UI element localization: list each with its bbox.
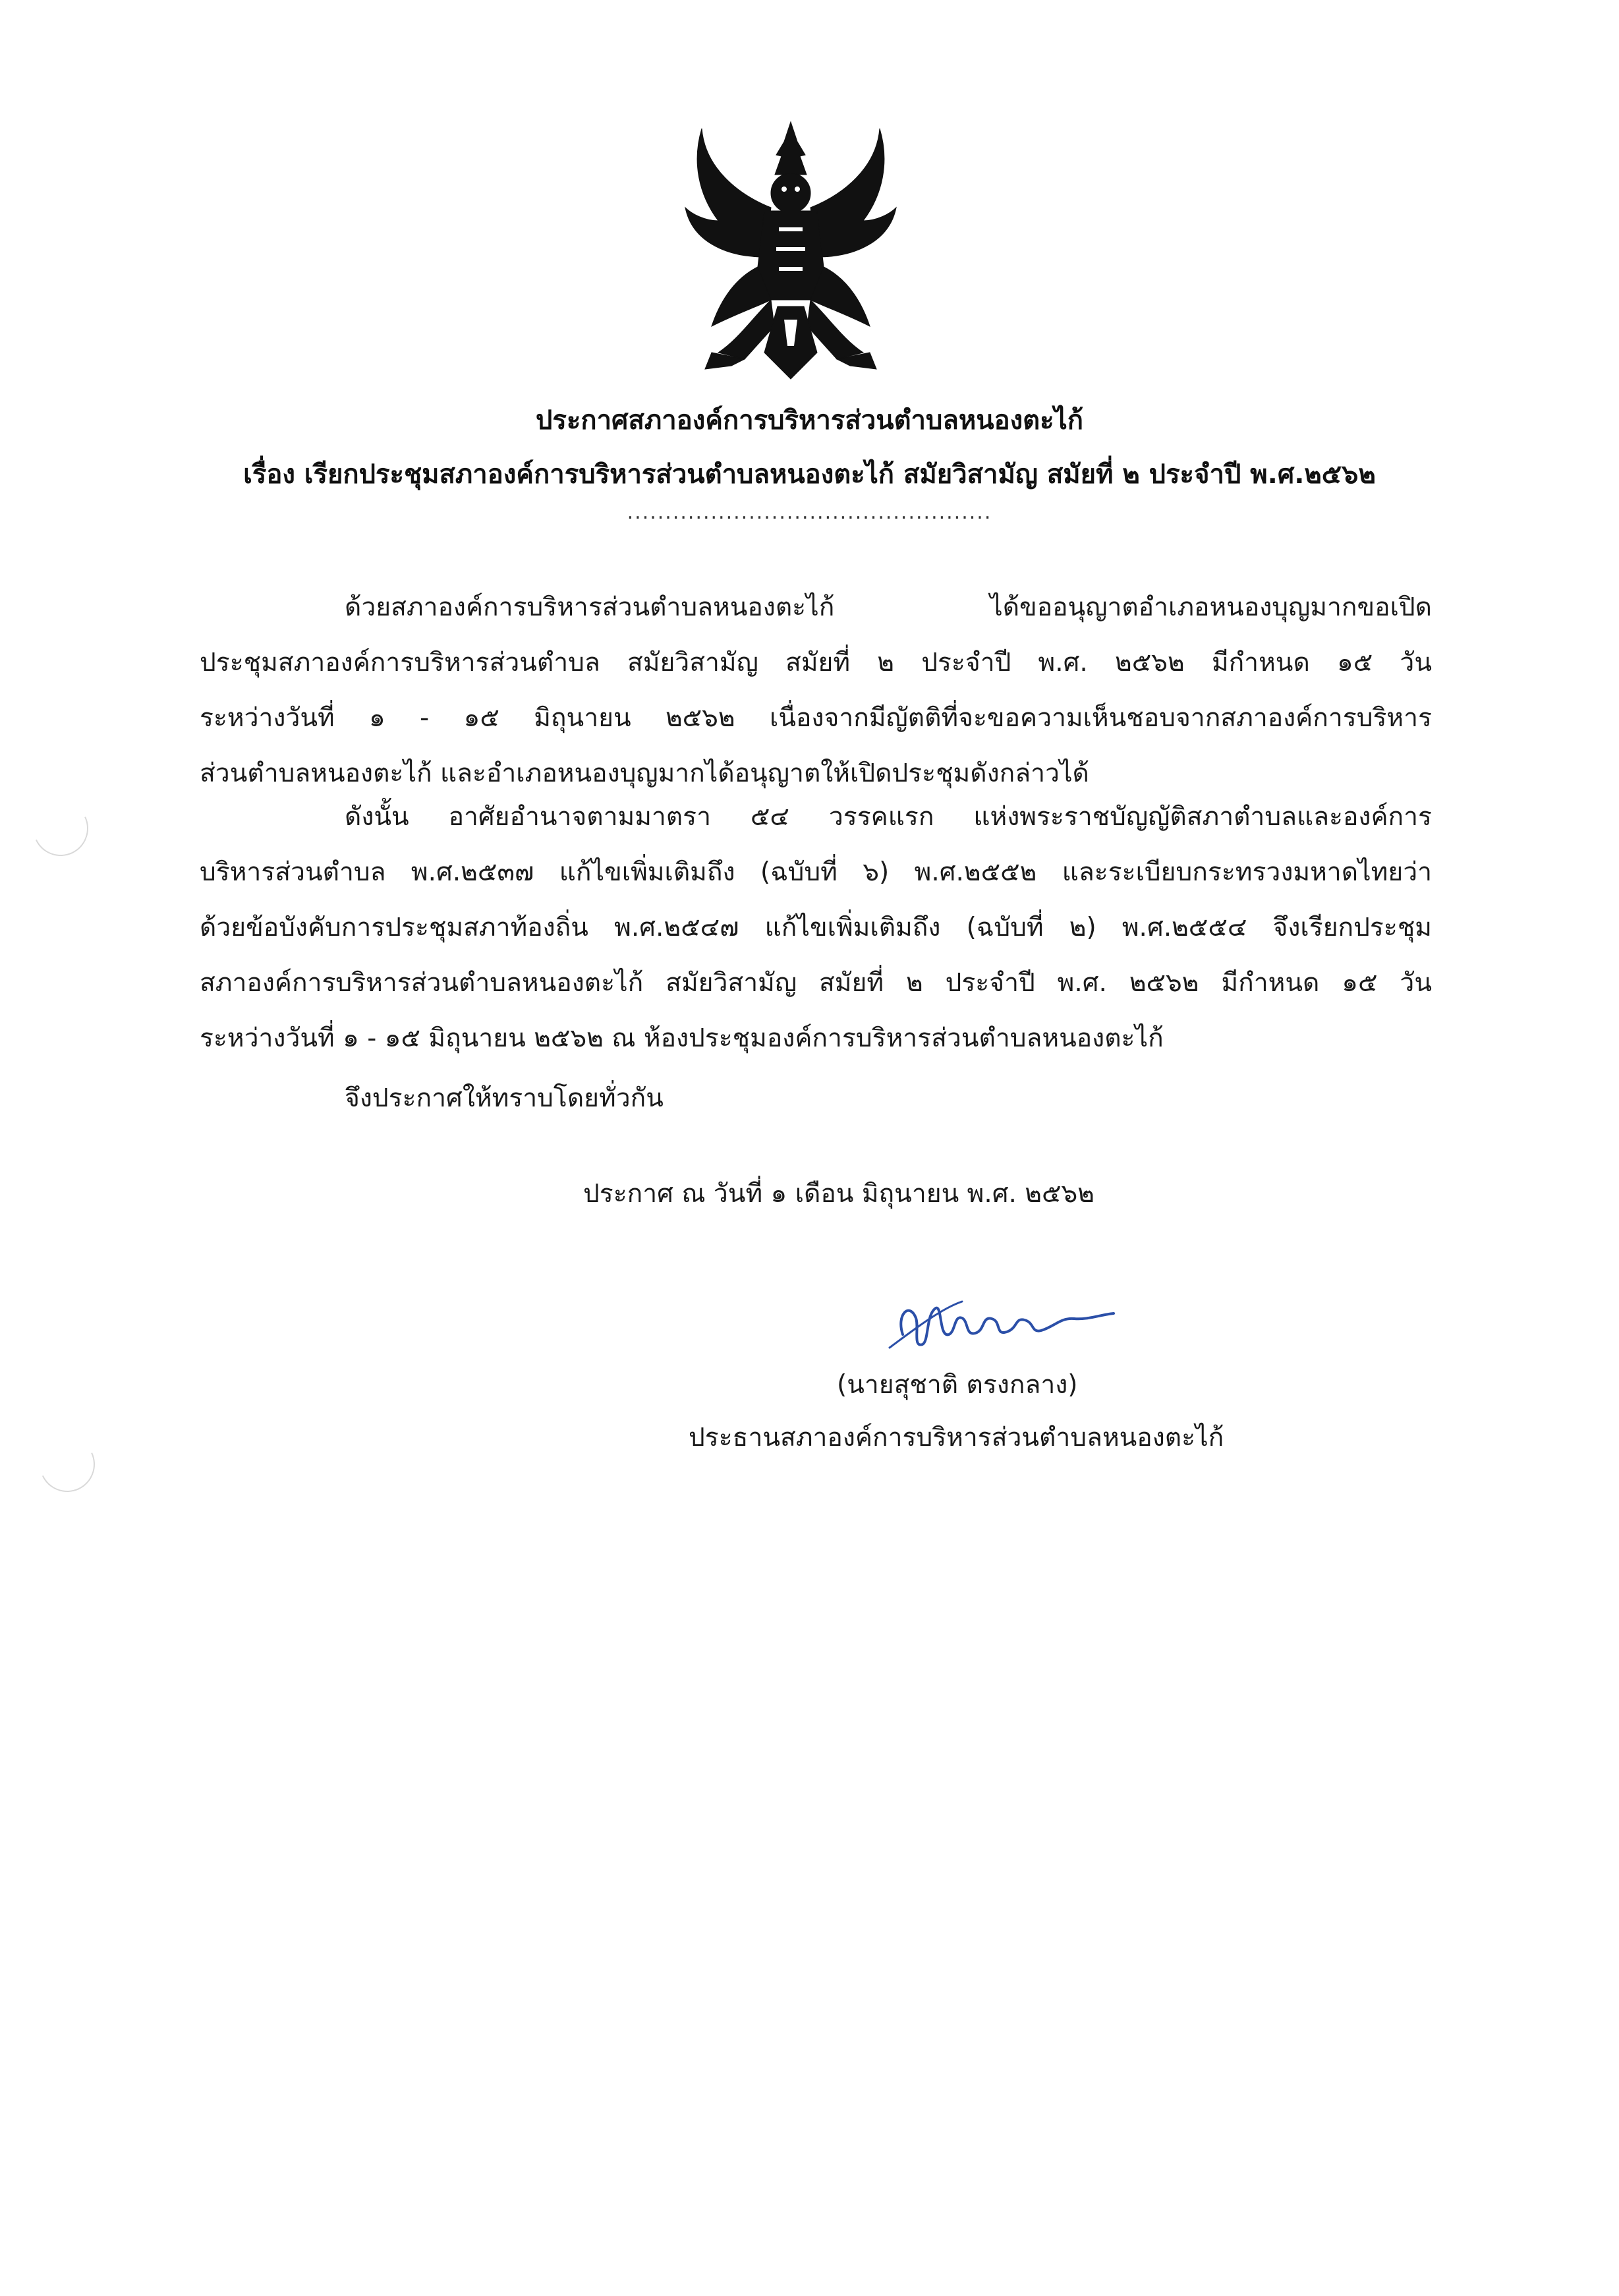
separator-dots: ................................................ bbox=[627, 501, 992, 524]
garuda-emblem-icon bbox=[666, 115, 916, 386]
punch-hole-mark bbox=[25, 793, 96, 864]
signer-name: (นายสุชาติ ตรงกลาง) bbox=[837, 1370, 1078, 1400]
paragraph-line: บริหารส่วนตำบล พ.ศ.๒๕๓๗ แก้ไขเพิ่มเติมถึง (ฉบับที่ ๖) พ.ศ.๒๕๕๒ และระเบียบกระทรวงมหาดไทยว่า bbox=[200, 857, 1432, 887]
punch-hole-mark bbox=[32, 1429, 103, 1500]
body-paragraph-2 bbox=[200, 789, 1432, 1066]
paragraph-line: ประชุมสภาองค์การบริหารส่วนตำบล สมัยวิสามัญ สมัยที่ ๒ ประจำปี พ.ศ. ๒๕๖๒ มีกำหนด ๑๕ วัน bbox=[200, 648, 1432, 677]
announcement-date: ประกาศ ณ วันที่ ๑ เดือน มิถุนายน พ.ศ. ๒๕๖๒ bbox=[583, 1179, 1094, 1209]
paragraph-line: ส่วนตำบลหนองตะไก้ และอำเภอหนองบุญมากได้อนุญาตให้เปิดประชุมดังกล่าวได้ bbox=[200, 759, 1089, 788]
paragraph-line: ระหว่างวันที่ ๑ - ๑๕ มิถุนายน ๒๕๖๒ ณ ห้องประชุมองค์การบริหารส่วนตำบลหนองตะไก้ bbox=[200, 1023, 1164, 1053]
announcement-subject: เรื่อง เรียกประชุมสภาองค์การบริหารส่วนตำบลหนองตะไก้ สมัยวิสามัญ สมัยที่ ๒ ประจำปี พ.ศ.๒๕๖๒ bbox=[243, 459, 1376, 490]
handwritten-signature-icon bbox=[876, 1288, 1127, 1361]
paragraph-line: ระหว่างวันที่ ๑ - ๑๕ มิถุนายน ๒๕๖๒ เนื่องจากมีญัตติที่จะขอความเห็นชอบจากสภาองค์การบริหาร bbox=[200, 703, 1432, 733]
paragraph-line: สภาองค์การบริหารส่วนตำบลหนองตะไก้ สมัยวิสามัญ สมัยที่ ๒ ประจำปี พ.ศ. ๒๕๖๒ มีกำหนด ๑๕ วัน bbox=[200, 968, 1432, 998]
paragraph-line: ด้วยข้อบังคับการประชุมสภาท้องถิ่น พ.ศ.๒๕๔๗ แก้ไขเพิ่มเติมถึง (ฉบับที่ ๒) พ.ศ.๒๕๕๔ จึงเรียกประชุม bbox=[200, 913, 1432, 942]
signer-position: ประธานสภาองค์การบริหารส่วนตำบลหนองตะไก้ bbox=[689, 1423, 1224, 1452]
announcement-title: ประกาศสภาองค์การบริหารส่วนตำบลหนองตะไก้ bbox=[536, 405, 1083, 436]
body-paragraph-1 bbox=[200, 580, 1432, 801]
paragraph-line: ด้วยสภาองค์การบริหารส่วนตำบลหนองตะไก้ ได้ขออนุญาตอำเภอหนองบุญมากขอเปิด bbox=[345, 592, 1432, 622]
paragraph-line: ดังนั้น อาศัยอำนาจตามมาตรา ๕๔ วรรคแรก แห่งพระราชบัญญัติสภาตำบลและองค์การ bbox=[345, 802, 1432, 832]
body-paragraph-3: จึงประกาศให้ทราบโดยทั่วกัน bbox=[345, 1083, 664, 1113]
